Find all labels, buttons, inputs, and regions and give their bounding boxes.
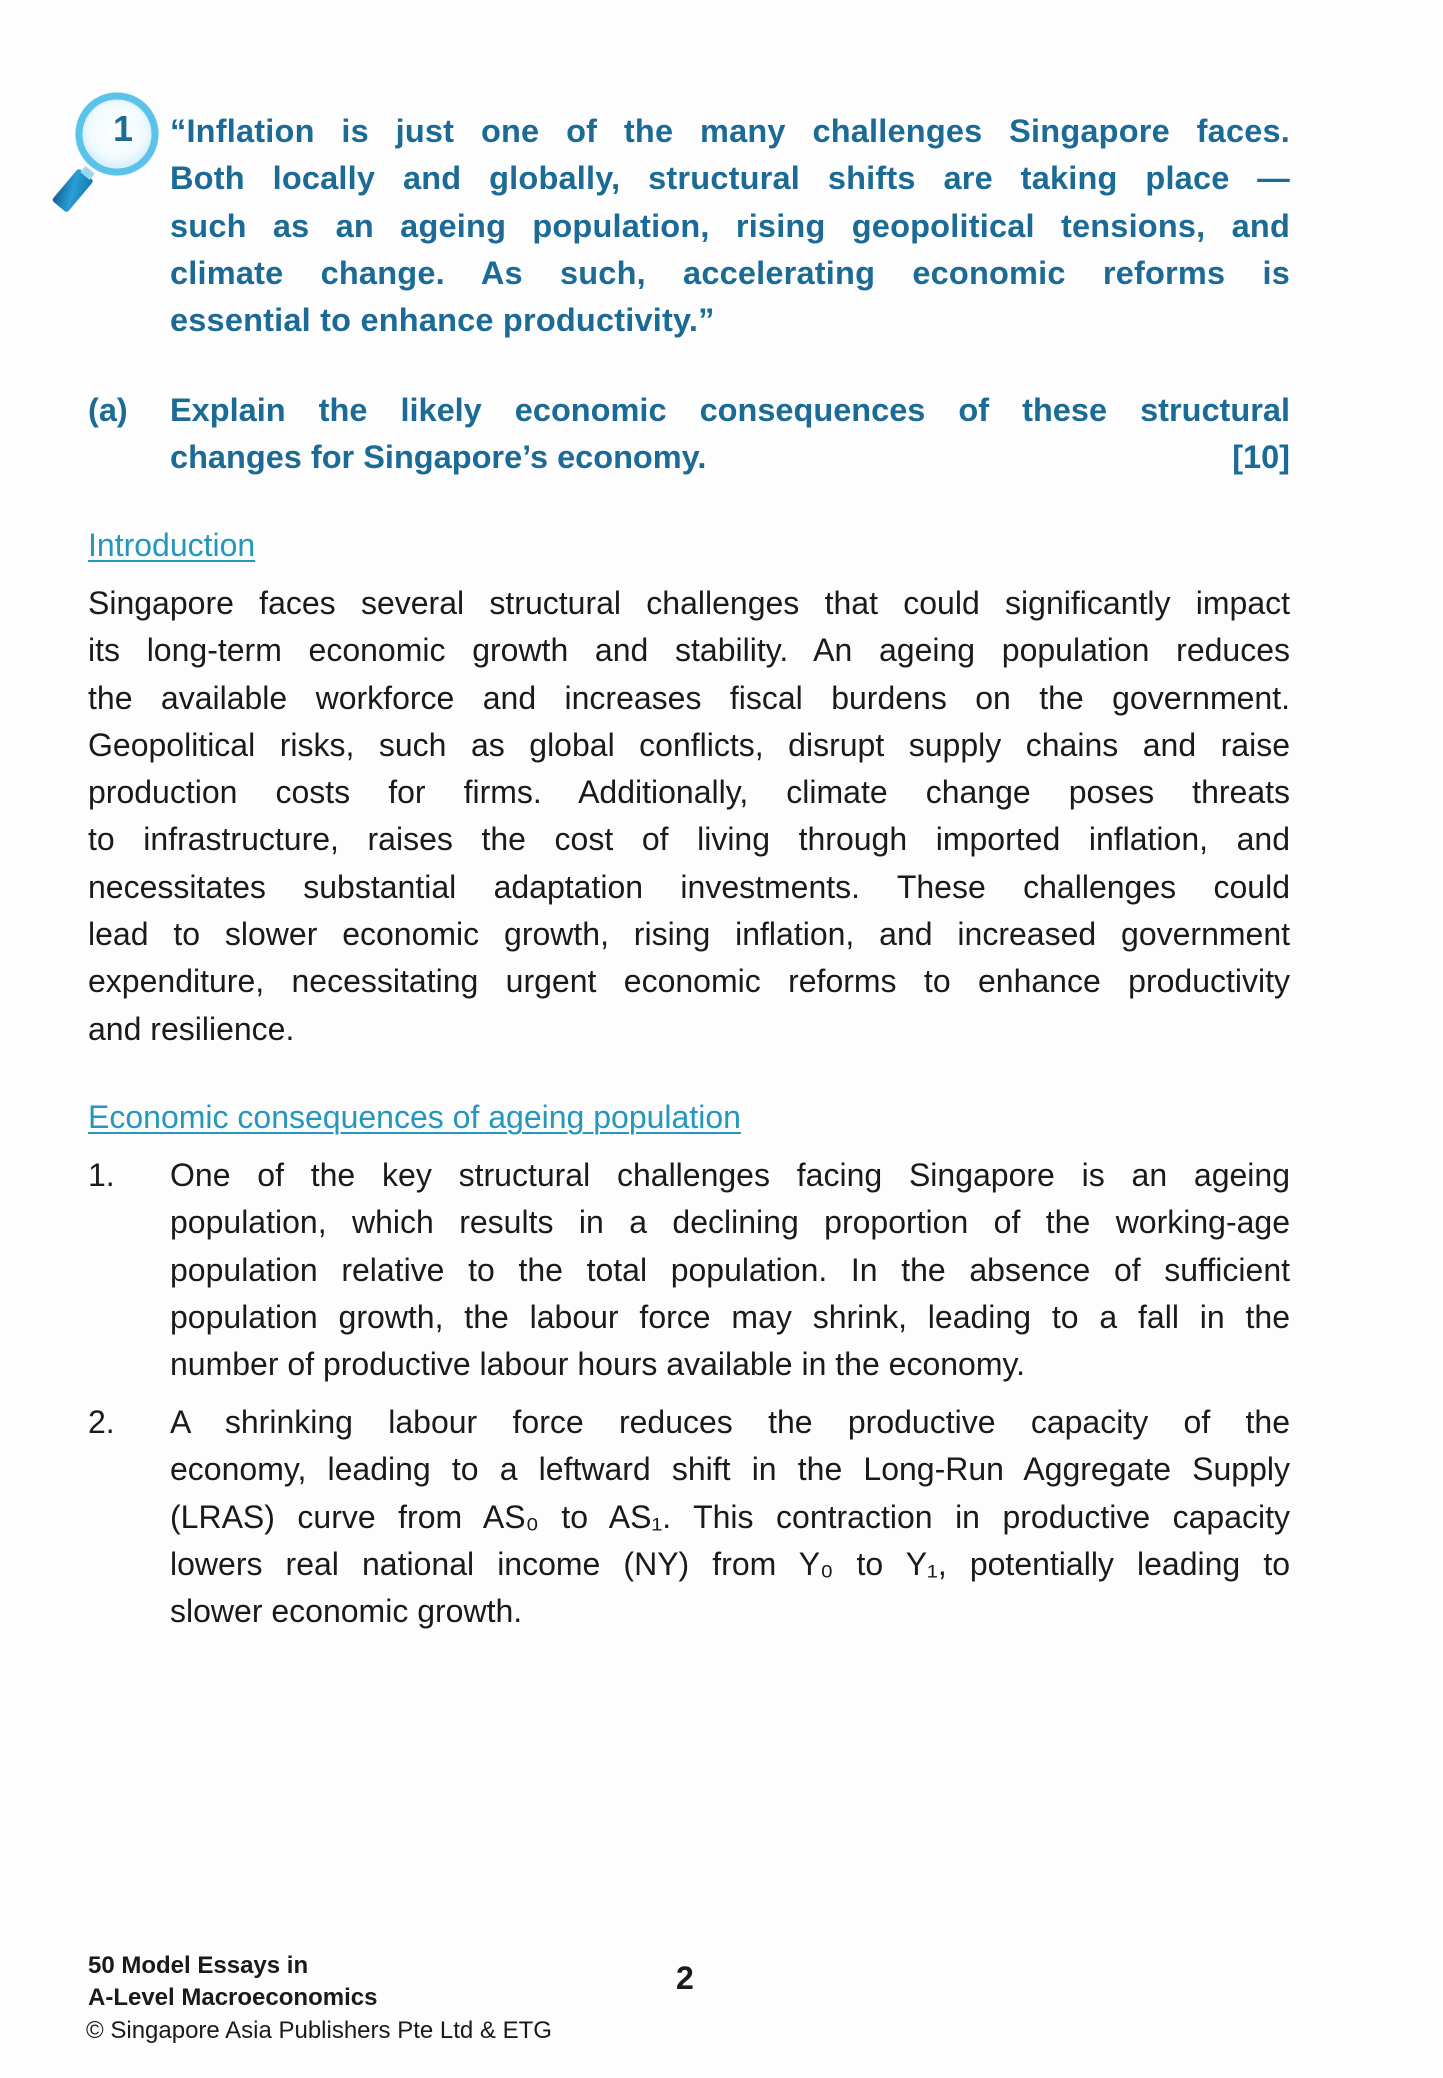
paragraph-line: Geopolitical risks, such as global conflicts, disrupt supply chains and raise xyxy=(88,726,1290,763)
question-part-label: (a) xyxy=(88,392,128,428)
question-quote xyxy=(170,108,1290,344)
paragraph-line: and resilience. xyxy=(88,1010,295,1047)
list-line: lowers real national income (NY) from Y₀ to Y₁, potentially leading to xyxy=(170,1545,1290,1582)
list-item-number: 1. xyxy=(88,1157,115,1193)
question-number: 1 xyxy=(112,108,134,149)
quote-line: climate change. As such, accelerating economic reforms is xyxy=(170,254,1290,291)
footer-copyright: © Singapore Asia Publishers Pte Ltd & ETG xyxy=(86,2017,552,2044)
quote-line: Both locally and globally, structural shifts are taking place — xyxy=(170,160,1290,197)
list-line: A shrinking labour force reduces the productive capacity of the xyxy=(170,1404,1290,1440)
part-line: changes for Singapore’s economy. xyxy=(170,439,707,476)
paragraph-line: its long-term economic growth and stability. An ageing population reduces xyxy=(88,632,1290,669)
marks-badge: [10] xyxy=(1232,439,1290,476)
introduction-paragraph xyxy=(88,580,1290,1053)
part-line: Explain the likely economic consequences of these structural xyxy=(170,392,1290,428)
footer-book-title xyxy=(88,1950,377,2014)
list-line: population relative to the total population. In the absence of sufficient xyxy=(170,1251,1290,1288)
magnifier-question-icon xyxy=(44,84,170,218)
question-part-text xyxy=(170,387,1290,482)
paragraph-line: to infrastructure, raises the cost of living through imported inflation, and xyxy=(88,821,1290,858)
list-item-body xyxy=(170,1152,1290,1388)
section-heading-ageing-population: Economic consequences of ageing population xyxy=(88,1099,741,1135)
paragraph-line: lead to slower economic growth, rising inflation, and increased government xyxy=(88,916,1290,953)
list-line: population, which results in a declining proportion of the working-age xyxy=(170,1204,1290,1241)
paragraph-line: Singapore faces several structural challenges that could significantly impact xyxy=(88,585,1290,621)
paragraph-line: the available workforce and increases fiscal burdens on the government. xyxy=(88,679,1290,716)
section-heading-introduction: Introduction xyxy=(88,527,256,563)
list-item-number: 2. xyxy=(88,1404,115,1440)
list-line: One of the key structural challenges facing Singapore is an ageing xyxy=(170,1157,1290,1193)
list-line: (LRAS) curve from AS₀ to AS₁. This contraction in productive capacity xyxy=(170,1498,1290,1535)
quote-line: “Inflation is just one of the many challenges Singapore faces. xyxy=(170,113,1290,149)
quote-line: essential to enhance productivity.” xyxy=(170,302,715,339)
list-line: slower economic growth. xyxy=(170,1593,523,1630)
quote-line: such as an ageing population, rising geopolitical tensions, and xyxy=(170,207,1290,244)
page-number: 2 xyxy=(676,1960,694,1996)
paragraph-line: necessitates substantial adaptation investments. These challenges could xyxy=(88,868,1290,905)
list-line: number of productive labour hours available in the economy. xyxy=(170,1346,1026,1383)
list-item-body xyxy=(170,1399,1290,1635)
book-title-line: A-Level Macroeconomics xyxy=(88,1984,378,2011)
list-line: economy, leading to a leftward shift in the Long-Run Aggregate Supply xyxy=(170,1451,1290,1488)
paragraph-line: expenditure, necessitating urgent economic reforms to enhance productivity xyxy=(88,963,1290,1000)
list-line: population growth, the labour force may shrink, leading to a fall in the xyxy=(170,1298,1290,1335)
paragraph-line: production costs for firms. Additionally, climate change poses threats xyxy=(88,774,1290,811)
part-line-with-marks xyxy=(170,434,1290,481)
book-title-line: 50 Model Essays in xyxy=(88,1952,309,1979)
magnifying-glass-icon xyxy=(44,84,170,218)
